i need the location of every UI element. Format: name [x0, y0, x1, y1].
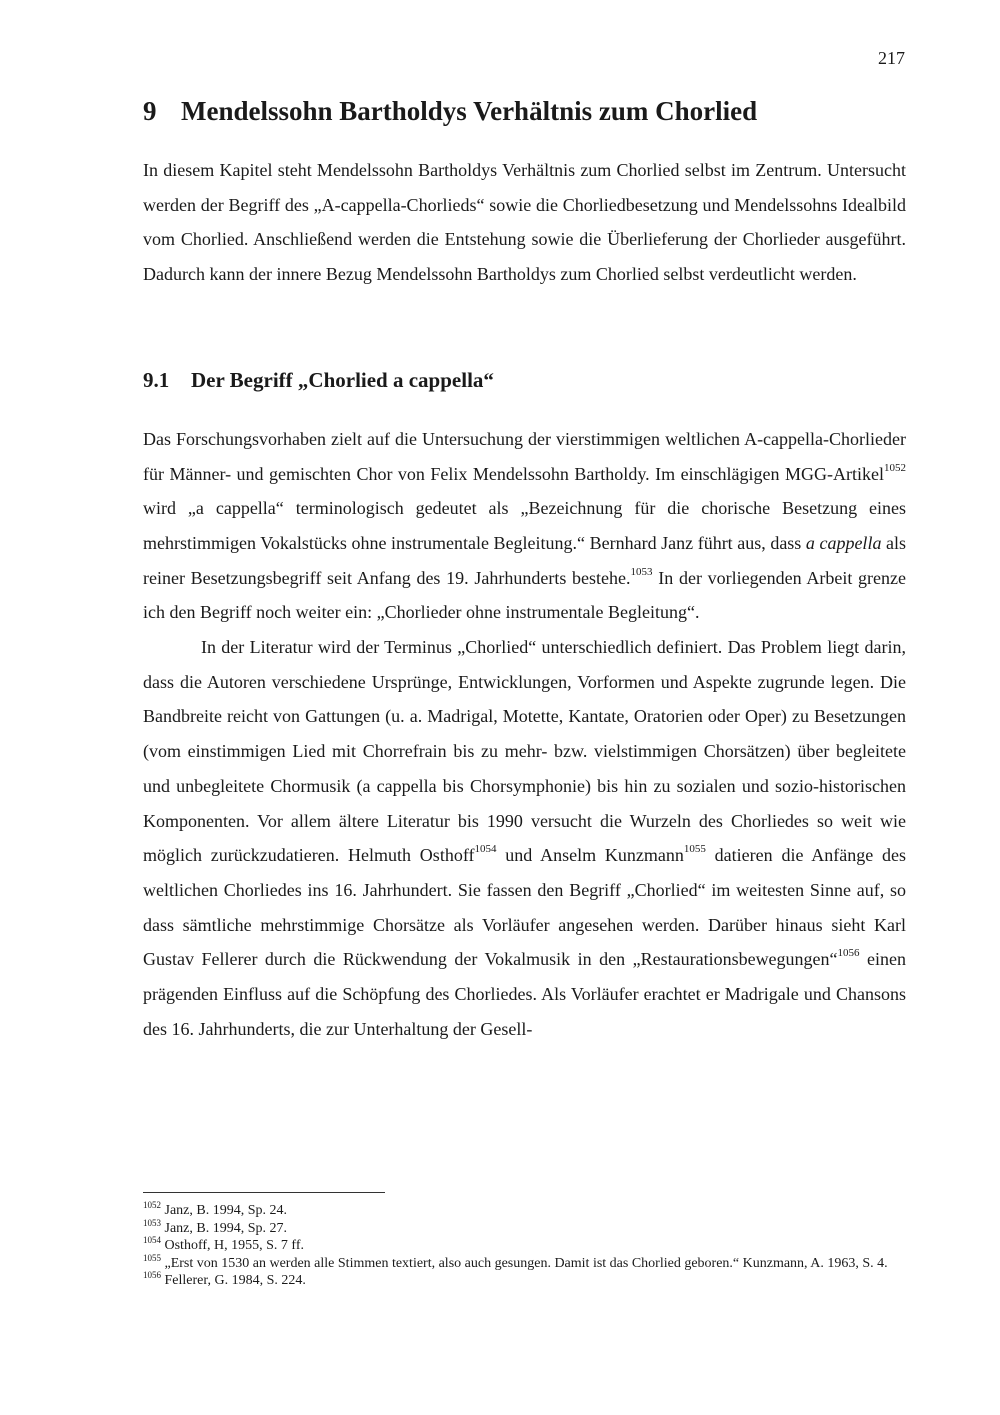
footnote-ref-1054[interactable]: 1054 [474, 843, 497, 856]
footnote-ref-1055[interactable]: 1055 [683, 843, 706, 856]
text-run: In der vorliegenden Arbeit grenze ich den Begriff noch weiter ein: „Chorlieder ohne instrumentale Begleitung“. [143, 567, 906, 623]
text-run: In der Literatur wird der Terminus „Chorlied“ unterschiedlich definiert. Das Problem liegt darin, dass die Autoren verschiedene Ursprünge, Entwicklungen, Vorformen und Aspekte zugrunde legen. Die Bandbreite reicht von Gattungen (u. a. Madrigal, Motette, Kantate, Oratorien oder Oper) zu Besetzungen (vom einstimmigen Lied mit Chorrefrain bis zu mehr- bzw. vielstimmigen Chorsätzen) über begleitete und unbegleitete Chormusik (a cappella bis Chorsymphonie) bis hin zu sozialen und sozio-historischen Komponenten. Vor allem ältere Literatur bis 1990 versucht die Wurzeln des Chorliedes so weit wie möglich zurückzudatieren. Helmuth Osthoff [143, 637, 906, 866]
chapter-number: 9 [143, 96, 157, 126]
text-run: einen prägenden Einfluss auf die Schöpfung des Chorliedes. Als Vorläufer erachtet er Madrigale und Chansons des 16. Jahrhunderts, die zur Unterhaltung der Gesell- [143, 949, 906, 1039]
footnote-number: 1052 [143, 1200, 161, 1210]
section-number: 9.1 [143, 367, 170, 392]
text-run: datieren die Anfänge des weltlichen Chorliedes ins 16. Jahrhundert. Sie fassen den Begriff „Chorlied“ im weitesten Sinne auf, so dass sämtliche mehrstimmige Chorsätze als Vorläufer angesehen werden. Darüber hinaus sieht Karl Gustav Fellerer durch die Rückwendung der Vokalmusik in den „Restaurationsbewegungen“ [143, 845, 907, 970]
footnote-ref-1053[interactable]: 1053 [630, 565, 653, 578]
footnote-text: Osthoff, H, 1955, S. 7 ff. [161, 1238, 304, 1253]
footnote-divider [143, 1192, 385, 1193]
footnote-text: Janz, B. 1994, Sp. 27. [161, 1220, 287, 1236]
chapter-heading [143, 93, 906, 129]
chapter-intro-paragraph: In diesem Kapitel steht Mendelssohn Bartholdys Verhältnis zum Chorlied selbst im Zentrum. Untersucht werden der Begriff des „A-cappella-Chorlieds“ sowie die Chorliedbesetzung und Mendelssohns Idealbild vom Chorlied. Anschließend werden die Entstehung sowie die Überlieferung der Chorlieder ausgeführt. Dadurch kann der innere Bezug Mendelssohn Bartholdys zum Chorlied selbst verdeutlicht werden. [143, 160, 906, 285]
footnote-1056 [143, 1272, 906, 1290]
chapter-title: Mendelssohn Bartholdys Verhältnis zum Chorlied [181, 96, 758, 126]
section-paragraph-2 [143, 630, 906, 1046]
text-run: Das Forschungsvorhaben zielt auf die Untersuchung der vierstimmigen weltlichen A-cappella-Chorlieder für Männer- und gemischten Chor von Felix Mendelssohn Bartholdy. Im einschlägigen MGG-Artikel [143, 428, 906, 484]
footnote-number: 1056 [143, 1270, 161, 1280]
footnote-1052 [143, 1202, 906, 1220]
footnote-1053 [143, 1217, 906, 1238]
text-run: als reiner Besetzungsbegriff seit Anfang des 19. Jahrhunderts bestehe. [143, 532, 907, 588]
footnote-ref-1056[interactable]: 1056 [837, 947, 860, 960]
footnote-ref-1052[interactable]: 1052 [884, 461, 906, 474]
emphasis-a-cappella: a cappella [805, 532, 882, 553]
footnote-1055 [143, 1252, 906, 1273]
text-run: wird „a cappella“ terminologisch gedeutet als „Bezeichnung für die chorische Besetzung eines mehrstimmigen Vokalstücks ohne instrumentale Begleitung.“ Bernhard Janz führt aus, dass [143, 498, 906, 553]
section-heading [143, 365, 906, 395]
footnote-text: Janz, B. 1994, Sp. 24. [161, 1203, 287, 1218]
footnote-text: Fellerer, G. 1984, S. 224. [161, 1273, 306, 1288]
section-title: Der Begriff „Chorlied a cappella“ [191, 367, 494, 392]
footnote-number: 1054 [143, 1235, 161, 1245]
text-run: und Anselm Kunzmann [496, 845, 684, 866]
footnote-number: 1055 [143, 1252, 161, 1263]
footnote-number: 1053 [143, 1217, 161, 1228]
section-paragraph-1 [143, 422, 906, 630]
footnote-text: „Erst von 1530 an werden alle Stimmen textiert, also auch gesungen. Damit ist das Chorlied geboren.“ Kunzmann, A. 1963, S. 4. [161, 1255, 888, 1271]
page-number: 217 [878, 48, 905, 68]
footnote-1054 [143, 1237, 906, 1255]
main-content [143, 93, 906, 1046]
footnotes [143, 1192, 906, 1290]
